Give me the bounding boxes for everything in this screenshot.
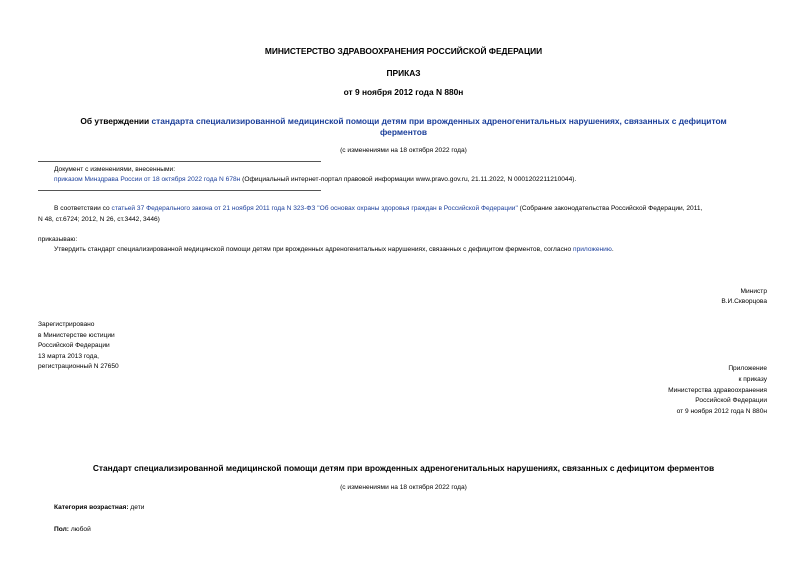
registration-block xyxy=(38,320,119,373)
basis-line2: N 48, ст.6724; 2012, N 26, ст.3442, 3446) xyxy=(38,216,160,223)
basis-source: (Собрание законодательства Российской Федерации, 2011, xyxy=(517,205,703,212)
signature-name: В.И.Скворцова xyxy=(721,298,767,305)
registration-line: Российской Федерации xyxy=(38,342,110,349)
standard-title: Стандарт специализированной медицинской помощи детям при врожденных адреногенитальных нарушениях, связанных с дефицитом ферментов xyxy=(92,463,715,473)
approve-paragraph xyxy=(54,246,614,253)
registration-line: Зарегистрировано xyxy=(38,321,95,328)
age-category-value: дети xyxy=(128,504,145,511)
appendix-line: Российской Федерации xyxy=(695,397,767,405)
amending-order-link[interactable]: приказом Минздрава России от 18 октября 2022 года N 678н xyxy=(54,176,241,183)
basis-line1 xyxy=(54,205,702,212)
amended-note: (с изменениями на 18 октября 2022 года) xyxy=(340,147,467,154)
sex-value: любой xyxy=(69,526,91,533)
order-title xyxy=(0,116,807,126)
appendix-line: Приложение xyxy=(728,365,767,372)
changes-heading: Документ с изменениями, внесенными: xyxy=(54,166,176,173)
approve-end: . xyxy=(611,246,614,253)
basis-prefix: В соответствии со xyxy=(54,205,112,212)
appendix-line: от 9 ноября 2012 года N 880н xyxy=(676,408,767,416)
age-category xyxy=(54,504,144,511)
registration-line: регистрационный N 27650 xyxy=(38,363,119,370)
federal-law-link[interactable]: статьей 37 Федерального закона от 21 ноября 2011 года N 323-ФЗ "Об основах охраны здоровья граждан в Российской Федерации" xyxy=(111,205,518,212)
sex-label: Пол: xyxy=(54,526,69,533)
appendix-block xyxy=(668,364,767,418)
order-word: приказываю: xyxy=(38,236,78,243)
appendix-line: Министерства здравоохранения xyxy=(668,386,767,394)
changes-top-rule xyxy=(38,161,321,162)
order-date-number: от 9 ноября 2012 года N 880н xyxy=(343,87,464,97)
changes-bottom-rule xyxy=(38,190,321,191)
appendix-link[interactable]: приложению xyxy=(573,246,612,253)
changes-detail xyxy=(54,176,576,183)
changes-source: (Официальный интернет-портал правовой информации www.pravo.gov.ru, 21.11.2022, N 0001202211210044). xyxy=(240,176,577,183)
ministry-heading: МИНИСТЕРСТВО ЗДРАВООХРАНЕНИЯ РОССИЙСКОЙ ФЕДЕРАЦИИ xyxy=(264,46,543,56)
standard-link[interactable]: стандарта специализированной медицинской помощи детям при врожденных адреногенитальных нарушениях, связанных с дефицитом xyxy=(151,116,727,126)
age-category-label: Категория возрастная: xyxy=(54,504,129,511)
sex-category xyxy=(54,526,91,533)
order-title-line2 xyxy=(0,127,807,137)
registration-line: в Министерстве юстиции xyxy=(38,331,115,339)
order-title-prefix: Об утверждении xyxy=(80,116,152,126)
standard-link-cont[interactable]: ферментов xyxy=(379,127,428,137)
registration-line: 13 марта 2013 года, xyxy=(38,352,99,360)
appendix-line: к приказу xyxy=(738,375,767,383)
signature-position: Министр xyxy=(740,288,767,295)
order-heading: ПРИКАЗ xyxy=(386,68,421,78)
approve-text: Утвердить стандарт специализированной медицинской помощи детям при врожденных адреногенитальных нарушениях, связанных с дефицитом ферментов, согласно xyxy=(54,246,574,253)
standard-amended-note: (с изменениями на 18 октября 2022 года) xyxy=(340,484,467,491)
